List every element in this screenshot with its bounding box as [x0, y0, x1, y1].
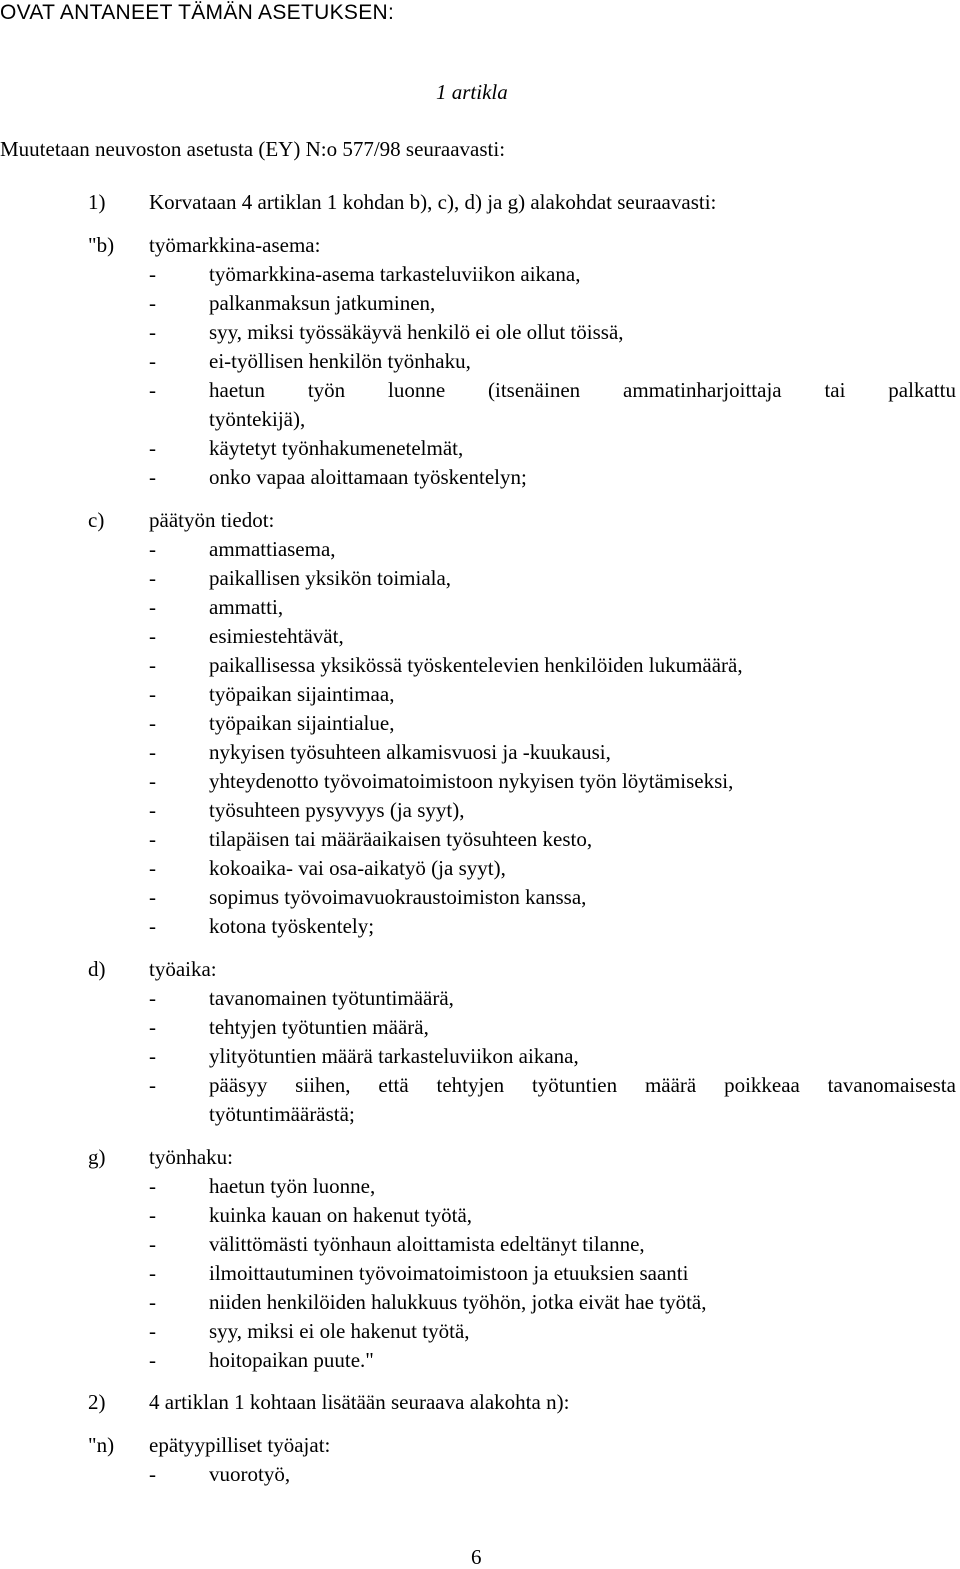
amendment-1-marker: 1): [88, 190, 106, 214]
word: (itsenäinen: [488, 378, 581, 402]
list-dash: -: [149, 827, 156, 851]
list-dash: -: [149, 1319, 156, 1343]
list-item: vuorotyö,: [209, 1462, 291, 1486]
list-item: [209, 378, 956, 402]
amendment-2-marker: 2): [88, 1390, 106, 1414]
word: työtuntien: [531, 1073, 618, 1097]
word: luonne: [388, 378, 446, 402]
list-item: onko vapaa aloittamaan työskentelyn;: [209, 465, 527, 489]
list-item: paikallisessa yksikössä työskentelevien henkilöiden lukumäärä,: [209, 653, 743, 677]
subpoint-g-marker: g): [88, 1145, 106, 1169]
word: työn: [307, 378, 346, 402]
list-item: ammattiasema,: [209, 537, 336, 561]
list-item: työsuhteen pysyvyys (ja syyt),: [209, 798, 465, 822]
word: määrä: [644, 1073, 697, 1097]
article-heading: 1 artikla: [436, 80, 508, 104]
list-dash: -: [149, 914, 156, 938]
list-dash: -: [149, 537, 156, 561]
list-dash: -: [149, 320, 156, 344]
list-item: esimiestehtävät,: [209, 624, 344, 648]
word: poikkeaa: [724, 1073, 800, 1097]
list-item: käytetyt työnhakumenetelmät,: [209, 436, 464, 460]
list-dash: -: [149, 624, 156, 648]
list-item: yhteydenotto työvoimatoimistoon nykyisen työn löytämiseksi,: [209, 769, 734, 793]
list-dash: -: [149, 595, 156, 619]
list-item: tilapäisen tai määräaikaisen työsuhteen kesto,: [209, 827, 593, 851]
word: että: [378, 1073, 409, 1097]
list-dash: -: [149, 1073, 156, 1097]
word: ammatinharjoittaja: [623, 378, 782, 402]
list-item: työpaikan sijaintialue,: [209, 711, 395, 735]
list-item: niiden henkilöiden halukkuus työhön, jotka eivät hae työtä,: [209, 1290, 707, 1314]
list-item: ylityötuntien määrä tarkasteluviikon aikana,: [209, 1044, 579, 1068]
list-dash: -: [149, 1174, 156, 1198]
word: tavanomaisesta: [827, 1073, 956, 1097]
list-dash: -: [149, 1348, 156, 1372]
list-item-continuation: työtuntimäärästä;: [209, 1102, 355, 1126]
list-item: tehtyjen työtuntien määrä,: [209, 1015, 429, 1039]
list-dash: -: [149, 885, 156, 909]
list-item: hoitopaikan puute.": [209, 1348, 374, 1372]
word: palkattu: [888, 378, 956, 402]
page-number: 6: [471, 1545, 482, 1569]
subpoint-d-heading: työaika:: [149, 957, 217, 981]
subpoint-n-marker: "n): [88, 1433, 115, 1457]
list-item: kotona työskentely;: [209, 914, 375, 938]
subpoint-b-marker: "b): [88, 233, 115, 257]
list-dash: -: [149, 769, 156, 793]
list-dash: -: [149, 1044, 156, 1068]
subpoint-b-heading: työmarkkina-asema:: [149, 233, 321, 257]
list-dash: -: [149, 1290, 156, 1314]
list-dash: -: [149, 465, 156, 489]
list-item: ammatti,: [209, 595, 284, 619]
list-item: kokoaika- vai osa-aikatyö (ja syyt),: [209, 856, 506, 880]
list-item: välittömästi työnhaun aloittamista edeltänyt tilanne,: [209, 1232, 645, 1256]
list-dash: -: [149, 436, 156, 460]
amendment-2-text: 4 artiklan 1 kohtaan lisätään seuraava alakohta n):: [149, 1390, 570, 1414]
list-dash: -: [149, 711, 156, 735]
word: pääsyy: [209, 1073, 268, 1097]
list-item: kuinka kauan on hakenut työtä,: [209, 1203, 473, 1227]
list-dash: -: [149, 986, 156, 1010]
list-dash: -: [149, 1015, 156, 1039]
subpoint-n-heading: epätyypilliset työajat:: [149, 1433, 331, 1457]
list-item: syy, miksi työssäkäyvä henkilö ei ole ollut töissä,: [209, 320, 624, 344]
list-item: haetun työn luonne,: [209, 1174, 376, 1198]
word: haetun: [209, 378, 265, 402]
list-item: syy, miksi ei ole hakenut työtä,: [209, 1319, 470, 1343]
list-item: ei-työllisen henkilön työnhaku,: [209, 349, 471, 373]
list-dash: -: [149, 1232, 156, 1256]
list-dash: -: [149, 262, 156, 286]
word: siihen,: [295, 1073, 351, 1097]
list-dash: -: [149, 378, 156, 402]
list-item: työmarkkina-asema tarkasteluviikon aikana,: [209, 262, 581, 286]
list-item: sopimus työvoimavuokraustoimiston kanssa,: [209, 885, 587, 909]
list-item: työpaikan sijaintimaa,: [209, 682, 395, 706]
intro-paragraph: Muutetaan neuvoston asetusta (EY) N:o 577/98 seuraavasti:: [0, 137, 506, 161]
page-heading: OVAT ANTANEET TÄMÄN ASETUKSEN:: [0, 1, 395, 24]
word: tehtyjen: [436, 1073, 505, 1097]
word: tai: [824, 378, 846, 402]
justified-line: [209, 1073, 956, 1097]
list-dash: -: [149, 856, 156, 880]
list-dash: -: [149, 1462, 156, 1486]
list-dash: -: [149, 653, 156, 677]
justified-line: [209, 378, 956, 402]
list-dash: -: [149, 1261, 156, 1285]
subpoint-c-marker: c): [88, 508, 105, 532]
list-dash: -: [149, 566, 156, 590]
subpoint-c-heading: päätyön tiedot:: [149, 508, 275, 532]
list-item: paikallisen yksikön toimiala,: [209, 566, 452, 590]
list-item: nykyisen työsuhteen alkamisvuosi ja -kuukausi,: [209, 740, 611, 764]
list-dash: -: [149, 1203, 156, 1227]
list-item: tavanomainen työtuntimäärä,: [209, 986, 454, 1010]
list-dash: -: [149, 740, 156, 764]
list-item: [209, 1073, 956, 1097]
list-dash: -: [149, 349, 156, 373]
list-item: palkanmaksun jatkuminen,: [209, 291, 436, 315]
subpoint-d-marker: d): [88, 957, 106, 981]
list-item: ilmoittautuminen työvoimatoimistoon ja etuuksien saanti: [209, 1261, 689, 1285]
list-dash: -: [149, 682, 156, 706]
amendment-1-text: Korvataan 4 artiklan 1 kohdan b), c), d) ja g) alakohdat seuraavasti:: [149, 190, 717, 214]
list-dash: -: [149, 798, 156, 822]
subpoint-g-heading: työnhaku:: [149, 1145, 233, 1169]
list-item-continuation: työntekijä),: [209, 407, 306, 431]
list-dash: -: [149, 291, 156, 315]
